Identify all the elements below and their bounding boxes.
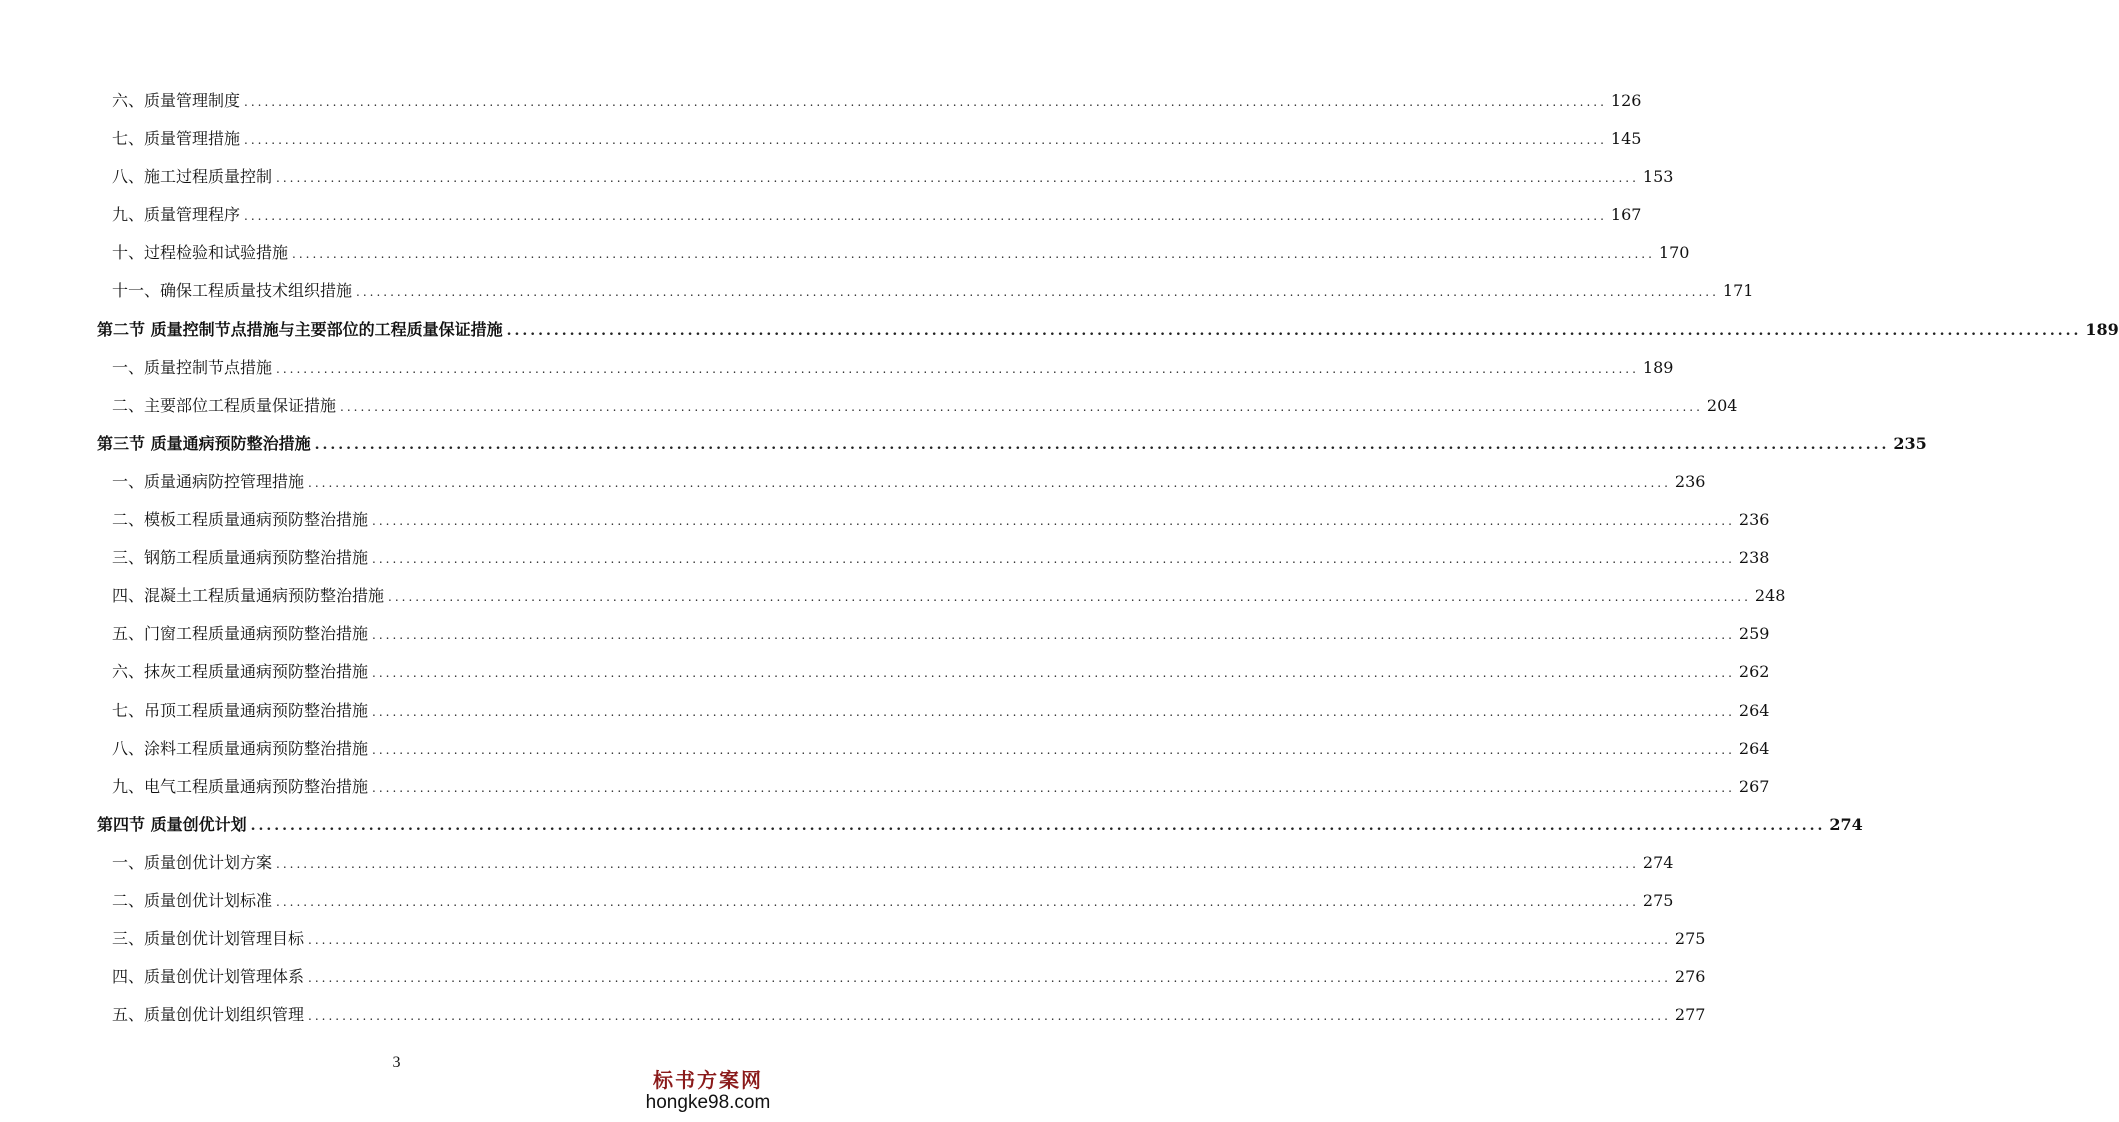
toc-entry-page: 153	[1642, 167, 1674, 187]
toc-entry[interactable]	[97, 272, 1754, 310]
toc-leader-dots: ........................................................................................................................................................................................................	[276, 361, 1639, 376]
toc-entry-page: 145	[1610, 129, 1642, 149]
toc-leader-dots: ........................................................................................................................................................................................................	[372, 514, 1735, 529]
toc-entry-title: 一、质量通病防控管理措施	[112, 471, 305, 491]
toc-entry[interactable]	[97, 615, 1770, 653]
toc-entry-title: 二、模板工程质量通病预防整治措施	[112, 510, 369, 530]
toc-entry[interactable]	[97, 996, 1706, 1034]
toc-entry-title: 四、质量创优计划管理体系	[112, 967, 305, 987]
toc-entry-title: 六、质量管理制度	[112, 91, 241, 110]
toc-leader-dots: ........................................................................................................................................................................................................	[276, 856, 1639, 871]
toc-entry-page: 189	[2085, 319, 2119, 339]
toc-entry[interactable]	[97, 844, 1674, 882]
toc-entry[interactable]	[97, 692, 1770, 730]
watermark-logo	[633, 1068, 783, 1114]
toc-leader-dots: ........................................................................................................................................................................................................	[244, 209, 1607, 224]
toc-entry-title: 八、施工过程质量控制	[112, 167, 273, 187]
toc-entry-page: 171	[1722, 281, 1754, 301]
toc-leader-dots: ........................................................................................................................................................................................................	[372, 552, 1735, 567]
toc-entry-title: 五、门窗工程质量通病预防整治措施	[112, 624, 369, 644]
toc-entry-page: 262	[1738, 662, 1770, 682]
toc-leader-dots: ........................................................................................................................................................................................................	[276, 894, 1639, 909]
toc-entry-page: 276	[1674, 967, 1706, 987]
watermark-cn-text: 标书方案网	[653, 1068, 763, 1092]
toc-entry-title: 十、过程检验和试验措施	[112, 243, 289, 263]
toc-entry-title: 四、混凝土工程质量通病预防整治措施	[112, 586, 385, 606]
toc-entry[interactable]	[97, 577, 1786, 615]
toc-entry-page: 248	[1754, 586, 1786, 606]
toc-leader-dots: ........................................................................................................................................................................................................	[292, 247, 1655, 262]
page-number: 3	[392, 1054, 401, 1071]
toc-entry-title: 第三节 质量通病预防整治措施	[97, 433, 311, 453]
toc-entry-page: 167	[1610, 205, 1642, 225]
toc-leader-dots: ........................................................................................................................................................................................................	[276, 171, 1639, 186]
toc-entry-page: 126	[1610, 91, 1642, 110]
toc-section-entry[interactable]	[97, 806, 1863, 844]
toc-leader-dots: ........................................................................................................................................................................................................	[372, 742, 1735, 757]
toc-leader-dots: ........................................................................................................................................................................................................	[308, 971, 1671, 986]
toc-entry-page: 236	[1674, 471, 1706, 491]
toc-entry-title: 六、抹灰工程质量通病预防整治措施	[112, 662, 369, 682]
toc-entry[interactable]	[97, 920, 1706, 958]
toc-entry-title: 十一、确保工程质量技术组织措施	[112, 281, 353, 301]
toc-entry[interactable]	[97, 501, 1770, 539]
toc-entry-page: 238	[1738, 548, 1770, 568]
toc-entry[interactable]	[97, 463, 1706, 501]
toc-leader-dots: ........................................................................................................................................................................................................	[356, 285, 1719, 300]
toc-entry-title: 九、电气工程质量通病预防整治措施	[112, 776, 369, 796]
toc-entry-title: 第二节 质量控制节点措施与主要部位的工程质量保证措施	[97, 319, 503, 339]
toc-entry-title: 二、质量创优计划标准	[112, 890, 273, 910]
toc-entry-page: 204	[1706, 395, 1738, 415]
toc-entry-title: 二、主要部位工程质量保证措施	[112, 395, 337, 415]
toc-entry-page: 267	[1738, 776, 1770, 796]
toc-entry-page: 264	[1738, 738, 1770, 758]
toc-leader-dots: ........................................................................................................................................................................................................	[244, 95, 1607, 109]
toc-entry-page: 235	[1893, 433, 1927, 453]
toc-entry-title: 一、质量控制节点措施	[112, 357, 273, 377]
toc-entry-page: 275	[1674, 929, 1706, 949]
toc-entry[interactable]	[97, 158, 1674, 196]
toc-entry[interactable]	[97, 82, 1642, 120]
toc-entry[interactable]	[97, 349, 1674, 387]
toc-leader-dots: ........................................................................................................................................................................................................	[388, 590, 1751, 605]
toc-entry-title: 七、质量管理措施	[112, 129, 241, 149]
toc-leader-dots: ........................................................................................................................................................................................................	[308, 475, 1671, 490]
toc-leader-dots: ........................................................................................................................................................................................................	[372, 628, 1735, 643]
toc-entry-title: 三、钢筋工程质量通病预防整治措施	[112, 548, 369, 568]
toc-leader-dots: ........................................................................................................................................................................................................	[244, 133, 1607, 148]
toc-entry[interactable]	[97, 387, 1738, 425]
toc-entry[interactable]	[97, 539, 1770, 577]
toc-leader-dots: ........................................................................................................................................................................................................	[250, 817, 1826, 834]
toc-entry-title: 第四节 质量创优计划	[97, 814, 247, 834]
toc-leader-dots: ........................................................................................................................................................................................................	[340, 399, 1703, 414]
toc-entry-title: 七、吊顶工程质量通病预防整治措施	[112, 700, 369, 720]
toc-entry[interactable]	[97, 234, 1690, 272]
toc-entry-page: 264	[1738, 700, 1770, 720]
toc-section-entry[interactable]	[97, 425, 1927, 463]
toc-entry[interactable]	[97, 958, 1706, 996]
toc-entry-page: 275	[1642, 890, 1674, 910]
toc-leader-dots: ........................................................................................................................................................................................................	[308, 1009, 1671, 1024]
toc-entry-title: 一、质量创优计划方案	[112, 852, 273, 872]
toc-entry[interactable]	[97, 196, 1642, 234]
toc-entry[interactable]	[97, 768, 1770, 806]
toc-entry-title: 八、涂料工程质量通病预防整治措施	[112, 738, 369, 758]
toc-leader-dots: ........................................................................................................................................................................................................	[314, 436, 1890, 453]
toc-entry-title: 九、质量管理程序	[112, 205, 241, 225]
toc-leader-dots: ........................................................................................................................................................................................................	[372, 666, 1735, 681]
watermark-url-text: hongke98.com	[645, 1092, 771, 1113]
toc-entry-page: 189	[1642, 357, 1674, 377]
table-of-contents	[97, 82, 2119, 1034]
toc-entry-page: 274	[1642, 852, 1674, 872]
toc-leader-dots: ........................................................................................................................................................................................................	[372, 704, 1735, 719]
toc-entry[interactable]	[97, 730, 1770, 768]
toc-leader-dots: ........................................................................................................................................................................................................	[308, 933, 1671, 948]
toc-leader-dots: ........................................................................................................................................................................................................	[506, 322, 2082, 339]
toc-entry-page: 277	[1674, 1005, 1706, 1025]
toc-entry-page: 170	[1658, 243, 1690, 263]
toc-section-entry[interactable]	[97, 311, 2119, 349]
toc-entry[interactable]	[97, 653, 1770, 691]
toc-entry-title: 五、质量创优计划组织管理	[112, 1005, 305, 1025]
toc-leader-dots: ........................................................................................................................................................................................................	[372, 780, 1735, 795]
toc-entry-page: 259	[1738, 624, 1770, 644]
toc-entry[interactable]	[97, 882, 1674, 920]
toc-entry-title: 三、质量创优计划管理目标	[112, 929, 305, 949]
toc-entry[interactable]	[97, 120, 1642, 158]
toc-entry-page: 236	[1738, 510, 1770, 530]
toc-entry-page: 274	[1829, 814, 1863, 834]
